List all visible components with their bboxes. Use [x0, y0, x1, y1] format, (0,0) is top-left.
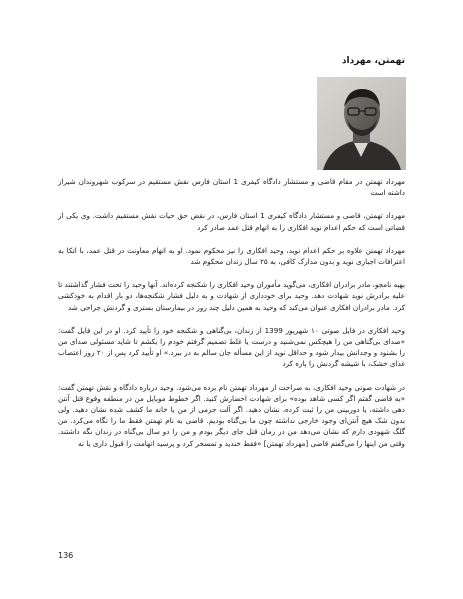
- paragraph: مهرداد تهمتن علاوه بر حکم اعدام نوید، وحید افکاری را نیز محکوم نمود. او به اتهام معاونت در قتل عمد، با اتکا به اعترافات اجباری نوید و بدون مدارک کافی، به ۲۵ سال زندان محکوم شد: [58, 245, 405, 267]
- portrait-photo: [317, 77, 406, 170]
- paragraph: بهیه نامجو، مادر برادران افکاری، می‌گوید مأموران وحید افکاری را شکنجه کرده‌اند. آنها وحید را تحت فشار گذاشتند تا علیه برادرش نوید شهادت دهد. وحید برای خودداری از شهادت و به دلیل فشار شکنجه‌ها، دو بار اقدام به خودکشی کرد. مادر برادران افکاری عنوان می‌کند که وحید به همین دلیل چند روز در بیمارستان بستری و گردنش جراحی شد: [58, 280, 405, 312]
- body-text: [58, 176, 405, 461]
- paragraph: در شهادت صوتی وحید افکاری، به صراحت از مهرداد تهمتن نام برده می‌شود. وحید درباره دادگاه و نقش تهمتن گفت: «به قاضی گفتم اگر کسی شاهد بوده» برای شهادت احضارش کنید. اگر خطوط موبایل من در منطقه وقوع قتل آنتن دهی داشته، یا دوربینی من را ثبت کرده، نشان دهید. اگر آلت جرمی از من یا خانه ما کشف شده نشان دهید. ولی بدون شک هیچ آنتن‌ای وجود خارجی نداشته چون ما بی‌گناه بودیم. قاضی به نام تهمتن فقط ما را نگاه می‌کرد. من گلگ شهودی دارم که نشان می‌دهد من در زمان قتل جای دیگر بودم و من را دو سال بی‌گناه در زندان نگه داشتند. وقتی من اینها را می‌گفتم قاضی [مهرداد تهمتن] «فقط خندید و تمسخر کرد و پرسید اتهامت را قبول داری یا نه: [58, 382, 405, 448]
- page-heading: تهمتن، مهرداد: [341, 56, 405, 66]
- page-number: 136: [58, 551, 74, 560]
- paragraph: مهرداد تهمتن در مقام قاضی و مستشار دادگاه کیفری 1 استان فارس نقش مستقیم در سرکوب شهروندان شیراز داشته است: [58, 177, 405, 198]
- paragraph: مهرداد تهمتن، قاضی و مستشار دادگاه کیفری 1 استان فارس، در نقض حق حیات نقش مستقیم داشت. وی یکی از قضاتی است که حکم اعدام نوید افکاری را به اتهام قتل عمد صادر کرد: [58, 211, 405, 232]
- paragraph: وحید افکاری در فایل صوتی ۱۰ شهریور 1399 از زندان، بی‌گناهی و شکنجه خود را تأیید کرد. او در این فایل گفت: «صدای بی‌گناهی من را هیچکس نمی‌شنید و درست یا غلط تصمیم گرفتم خودم را بکشم تا شاید مسئولی صدای من را بشنود و وجدانش بیدار شود و حداقل نوید از این مسأله جان سالم به در ببرد.» او تأیید کرد پس از ۲۰ روز اعتصاب غذای خشک، با شیشه گردنش را پاره کرد: [58, 325, 405, 369]
